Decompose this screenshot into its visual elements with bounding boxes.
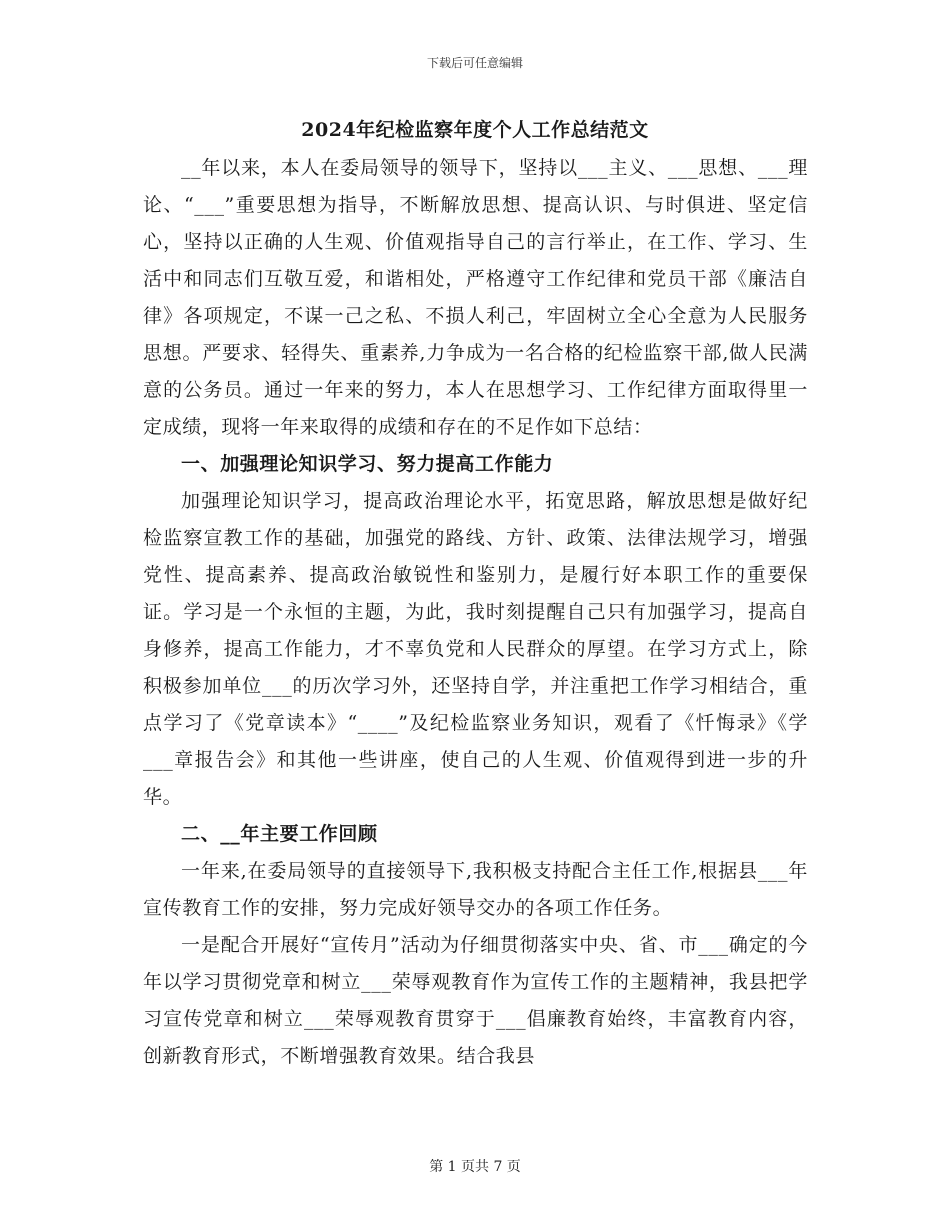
page-footer: 第 1 页共 7 页 xyxy=(429,1159,521,1175)
intro-paragraph: __年以来，本人在委局领导的领导下，坚持以___主义、___思想、___理论、“___”重要思想为指导，不断解放思想、提高认识、与时俱进、坚定信心，坚持以正确的人生观、价值观指导自己的言行举止，在工作、学习、生活中和同志们互敬互爱，和谐相处，严格遵守工作纪律和党员干部《廉洁自律》各项规定，不谋一己之私、不损人利己，牢固树立全心全意为人民服务思想。严要求、轻得失、重素养,力争成为一名合格的纪检监察干部,做人民满意的公务员。通过一年来的努力，本人在思想学习、工作纪律方面取得里一定成绩，现将一年来取得的成绩和存在的不足作如下总结： xyxy=(143,157,808,438)
document-title: 2024年纪检监察年度个人工作总结范文 xyxy=(301,119,649,141)
section-1-heading: 一、加强理论知识学习、努力提高工作能力 xyxy=(181,453,554,475)
section-2-paragraph-2: 一是配合开展好“宣传月”活动为仔细贯彻落实中央、省、市___确定的今年以学习贯彻党章和树立___荣辱观教育作为宣传工作的主题精神，我县把学习宣传党章和树立___荣辱观教育贯穿于___倡廉教育始终，丰富教育内容，创新教育形式，不断增强教育效果。结合我县 xyxy=(143,934,808,1067)
section-2-heading: 二、__年主要工作回顾 xyxy=(181,823,378,845)
document-body xyxy=(143,150,808,1075)
section-2-paragraph-1: 一年来,在委局领导的直接领导下,我积极支持配合主任工作,根据县___年宣传教育工作的安排，努力完成好领导交办的各项工作任务。 xyxy=(143,860,808,919)
header-note: 下载后可任意编辑 xyxy=(426,56,523,70)
section-1-paragraph: 加强理论知识学习，提高政治理论水平，拓宽思路，解放思想是做好纪检监察宣教工作的基础，加强党的路线、方针、政策、法律法规学习，增强党性、提高素养、提高政治敏锐性和鉴别力，是履行好本职工作的重要保证。学习是一个永恒的主题，为此，我时刻提醒自己只有加强学习，提高自身修养，提高工作能力，才不辜负党和人民群众的厚望。在学习方式上，除积极参加单位___的历次学习外，还坚持自学，并注重把工作学习相结合，重点学习了《党章读本》“____”及纪检监察业务知识，观看了《忏悔录》《学___章报告会》和其他一些讲座，使自己的人生观、价值观得到进一步的升华。 xyxy=(143,490,808,808)
